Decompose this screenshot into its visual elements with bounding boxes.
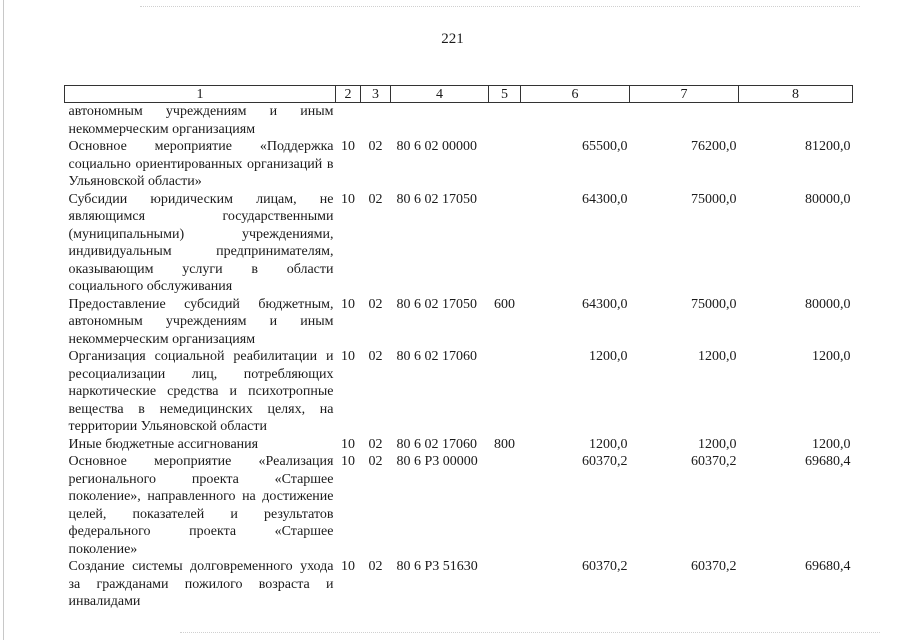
amount-col6: 64300,0	[582, 191, 628, 207]
subsection-code: 02	[368, 349, 383, 364]
expense-type-code	[489, 191, 521, 296]
subsection-code: 02	[368, 296, 383, 312]
target-article-code: 80 6 02 17050	[396, 296, 477, 312]
column-header: 3	[361, 86, 391, 103]
subsection-code: 02	[368, 191, 383, 207]
target-article-code: 80 6 02 17050	[396, 191, 477, 207]
expense-type-code	[489, 453, 521, 558]
item-name: Создание системы долговременного ухода за гражданами пожилого возраста и инвалидами	[68, 559, 334, 609]
section-code	[336, 103, 361, 139]
table-row	[65, 558, 853, 611]
section-code: 10	[341, 349, 355, 364]
amount-col6: 65500,0	[582, 139, 628, 154]
page-number: 221	[441, 31, 464, 47]
target-article-code: 80 6 02 17060	[396, 349, 477, 364]
amount-col6: 1200,0	[589, 436, 628, 452]
table-row	[65, 103, 853, 139]
section-code: 10	[341, 139, 355, 154]
subsection-code: 02	[368, 139, 383, 154]
amount-col8	[739, 103, 853, 139]
item-name: автономным учреждениям и иным некоммерческим организациям	[68, 104, 334, 137]
column-header: 1	[65, 86, 336, 103]
amount-col7	[630, 103, 739, 139]
scan-edge-top	[140, 6, 860, 8]
item-name: Предоставление субсидий бюджетным, автономным учреждениям и иным некоммерческим организациям	[68, 296, 334, 347]
table-header-row	[65, 86, 853, 103]
amount-col7: 60370,2	[691, 454, 737, 469]
target-article-code	[391, 103, 489, 139]
amount-col6	[521, 103, 630, 139]
section-code: 10	[341, 436, 355, 452]
table-row	[65, 296, 853, 349]
item-name: Субсидии юридическим лицам, не являющимся государственными (муниципальными) учреждениями, индивидуальным предпринимателям, оказывающим услуги в области социального обслуживания	[68, 191, 334, 294]
column-header: 7	[630, 86, 739, 103]
amount-col6: 64300,0	[582, 296, 628, 312]
item-name: Иные бюджетные ассигнования	[68, 436, 259, 452]
amount-col7: 76200,0	[691, 139, 737, 154]
scan-edge-bottom	[180, 632, 880, 634]
subsection-code: 02	[368, 436, 383, 452]
amount-col8: 69680,4	[805, 454, 851, 469]
budget-table	[64, 85, 853, 611]
amount-col7: 75000,0	[691, 296, 737, 312]
amount-col6: 1200,0	[589, 349, 628, 364]
amount-col7: 1200,0	[698, 349, 737, 364]
table-row	[65, 138, 853, 191]
expense-type-code	[489, 348, 521, 436]
target-article-code: 80 6 02 17060	[396, 436, 477, 452]
expense-type-code	[489, 558, 521, 611]
table-row	[65, 453, 853, 558]
amount-col8: 80000,0	[805, 191, 851, 207]
expense-type-code: 600	[494, 296, 515, 312]
amount-col7: 1200,0	[698, 436, 737, 452]
amount-col6: 60370,2	[582, 454, 628, 469]
amount-col8: 1200,0	[812, 349, 851, 364]
column-header: 2	[336, 86, 361, 103]
section-code: 10	[341, 191, 355, 207]
amount-col7: 60370,2	[691, 559, 737, 574]
amount-col8: 81200,0	[805, 139, 851, 154]
amount-col8: 1200,0	[812, 436, 851, 452]
amount-col7: 75000,0	[691, 191, 737, 207]
expense-type-code	[489, 103, 521, 139]
item-name: Основное мероприятие «Реализация регионального проекта «Старшее поколение», направленного на достижение целей, показателей и результатов федерального проекта «Старшее поколение»	[68, 454, 334, 557]
scan-edge-left	[3, 0, 4, 640]
column-header: 8	[739, 86, 853, 103]
column-header: 6	[521, 86, 630, 103]
item-name: Основное мероприятие «Поддержка социально ориентированных организаций в Ульяновской области»	[68, 139, 334, 189]
section-code: 10	[341, 454, 355, 469]
table-row	[65, 436, 853, 454]
target-article-code: 80 6 02 00000	[396, 139, 477, 154]
subsection-code	[361, 103, 391, 139]
column-header: 4	[391, 86, 489, 103]
column-header: 5	[489, 86, 521, 103]
subsection-code: 02	[368, 559, 383, 574]
expense-type-code: 800	[494, 436, 515, 452]
amount-col8: 69680,4	[805, 559, 851, 574]
amount-col8: 80000,0	[805, 296, 851, 312]
amount-col6: 60370,2	[582, 559, 628, 574]
item-name: Организация социальной реабилитации и ресоциализации лиц, потребляющих наркотические средства и психотропные вещества в немедицинских целях, на территории Ульяновской области	[68, 349, 334, 434]
subsection-code: 02	[368, 454, 383, 469]
table-row	[65, 348, 853, 436]
target-article-code: 80 6 P3 00000	[396, 454, 478, 469]
section-code: 10	[341, 296, 355, 312]
section-code: 10	[341, 559, 355, 574]
expense-type-code	[489, 138, 521, 191]
table-row	[65, 191, 853, 296]
target-article-code: 80 6 P3 51630	[396, 559, 478, 574]
